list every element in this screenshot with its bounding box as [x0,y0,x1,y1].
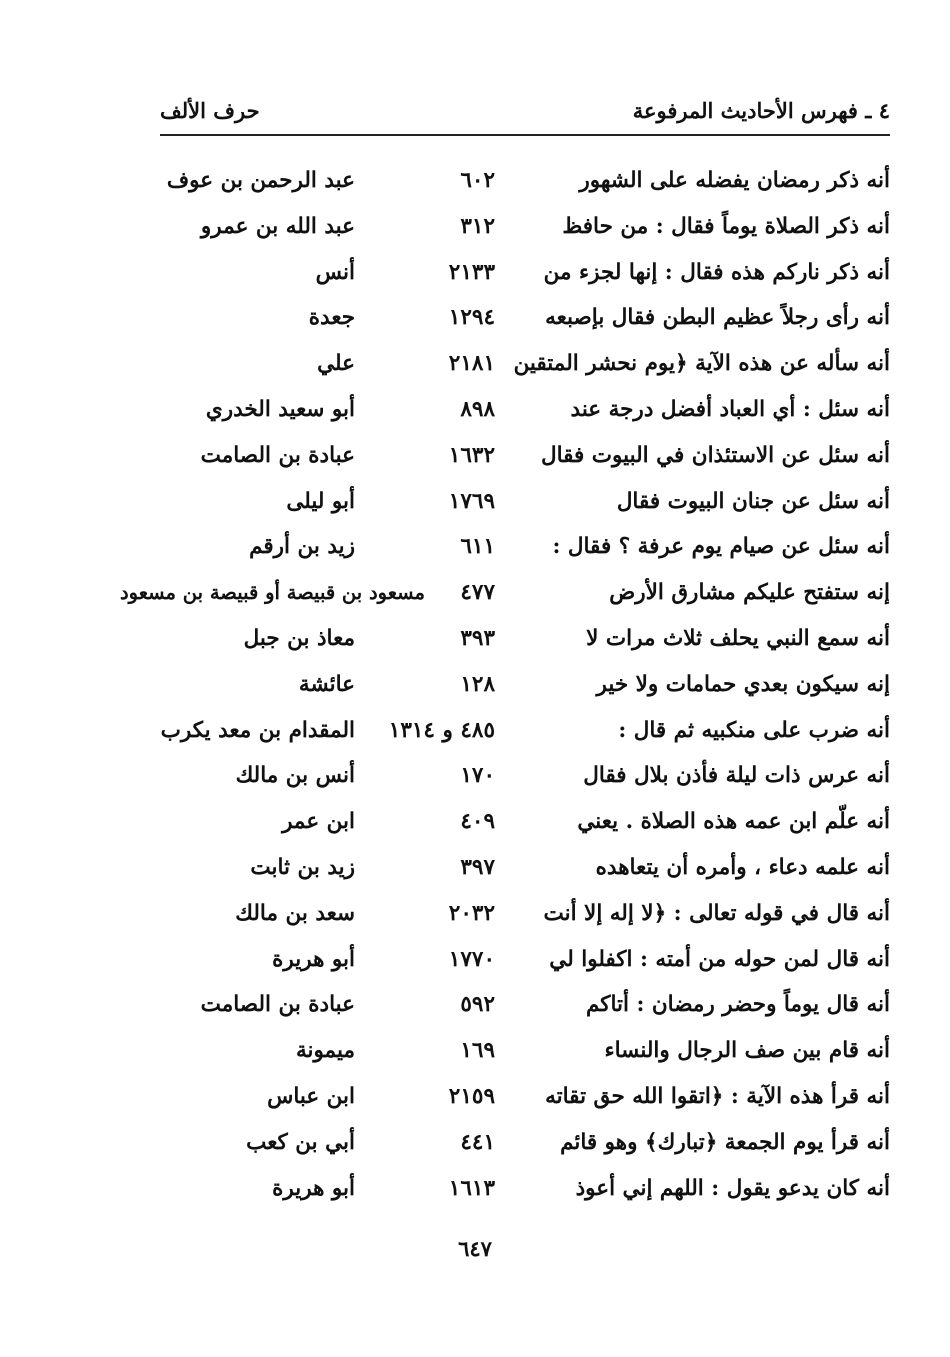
narrator-name: أنس [315,259,355,285]
hadith-number: ١٧٧٠ [448,946,495,972]
index-entry [150,524,890,570]
hadith-number: ٤٤١ [460,1129,495,1155]
letter-title: حرف الألف [160,98,260,123]
narrator-name: مسعود بن قبيصة أو قبيصة بن مسعود [119,581,425,605]
hadith-index-list [119,158,890,1211]
running-header [160,98,890,130]
narrator-name: أبو ليلى [286,488,355,514]
index-entry [150,1028,890,1074]
index-entry [150,295,890,341]
hadith-number: ٢١٨١ [448,351,495,377]
hadith-number: ٤٨٥ و ١٣١٤ [388,717,495,743]
narrator-name: عبادة بن الصامت [200,442,355,468]
narrator-name: أنس بن مالك [235,763,355,789]
hadith-text: أنه علّم ابن عمه هذه الصلاة . يعني [577,809,890,835]
index-entry [150,799,890,845]
narrator-name: ميمونة [295,1038,355,1064]
section-title: ٤ ـ فهرس الأحاديث المرفوعة [632,98,890,123]
hadith-number: ٦٠٢ [460,168,495,193]
hadith-text: أنه سئل عن جنان البيوت فقال [616,488,890,514]
narrator-name: عائشة [298,671,355,697]
hadith-text: أنه قال في قوله تعالى : ﴿لا إله إلا أنت [543,900,890,926]
index-entry [150,158,890,204]
hadith-number: ١٦٩ [460,1038,495,1064]
page-number: ٦٤٧ [458,1236,492,1261]
hadith-number: ١٧٠ [460,763,495,789]
index-entry [150,662,890,708]
index-entry [150,1074,890,1120]
hadith-text: أنه سأله عن هذه الآية ﴿يوم نحشر المتقين [513,351,890,377]
hadith-text: أنه قال يوماً وحضر رمضان : أتاكم [585,992,890,1018]
index-entry [150,341,890,387]
hadith-number: ١٦٣٢ [448,442,495,468]
index-entry [119,570,890,616]
hadith-text: أنه رأى رجلاً عظيم البطن فقال بإصبعه [545,305,890,331]
hadith-text: أنه قام بين صف الرجال والنساء [604,1038,890,1064]
narrator-name: علي [317,351,355,377]
hadith-number: ٣٩٧ [460,854,495,880]
index-entry [150,250,890,296]
narrator-name: زيد بن أرقم [249,534,355,560]
index-entry [150,891,890,937]
hadith-number: ٢١٣٣ [448,259,495,285]
index-entry [150,616,890,662]
narrator-name: أبو هريرة [272,1175,355,1201]
hadith-number: ٥٩٢ [460,992,495,1018]
hadith-number: ١٦١٣ [448,1175,495,1201]
narrator-name: معاذ بن جبل [243,625,355,651]
hadith-number: ٤٧٧ [460,580,495,606]
hadith-number: ٣١٢ [460,213,495,239]
hadith-number: ٢١٥٩ [448,1083,495,1109]
index-entry [150,1120,890,1166]
index-entry [150,204,890,250]
index-entry [150,387,890,433]
index-entry [150,845,890,891]
hadith-text: أنه سئل : أي العباد أفضل درجة عند [570,396,890,422]
hadith-text: أنه ضرب على منكبيه ثم قال : [618,717,890,743]
hadith-number: ١٢٩٤ [448,305,495,331]
hadith-text: أنه ذكر الصلاة يوماً فقال : من حافظ [562,213,890,239]
narrator-name: ابن عباس [267,1083,355,1109]
hadith-number: ٢٠٣٢ [448,900,495,926]
hadith-text: أنه قال لمن حوله من أمته : اكفلوا لي [549,946,890,972]
hadith-number: ٦١١ [460,534,495,560]
narrator-name: أبو سعيد الخدري [205,396,355,422]
narrator-name: عبد الله بن عمرو [200,213,355,239]
hadith-text: أنه ذكر رمضان يفضله على الشهور [579,168,890,193]
hadith-text: أنه كان يدعو يقول : اللهم إني أعوذ [575,1175,890,1201]
narrator-name: المقدام بن معد يكرب [160,717,355,743]
index-entry [150,937,890,983]
index-entry [150,433,890,479]
index-entry [150,708,890,754]
hadith-text: إنه ستفتح عليكم مشارق الأرض [609,580,890,606]
narrator-name: أبي بن كعب [246,1129,355,1155]
hadith-text: أنه سمع النبي يحلف ثلاث مرات لا [586,625,890,651]
index-entry [150,479,890,525]
hadith-text: أنه قرأ هذه الآية : ﴿اتقوا الله حق تقاته [545,1083,890,1109]
narrator-name: ابن عمر [282,809,355,835]
narrator-name: سعد بن مالك [235,900,355,926]
hadith-number: ١٢٨ [460,671,495,697]
hadith-text: أنه سئل عن الاستئذان في البيوت فقال [540,442,890,468]
hadith-number: ٤٠٩ [460,809,495,835]
index-entry [150,753,890,799]
narrator-name: عبد الرحمن بن عوف [166,168,355,193]
hadith-text: أنه قرأ يوم الجمعة ﴿تبارك﴾ وهو قائم [560,1129,890,1155]
hadith-number: ١٧٦٩ [448,488,495,514]
hadith-text: أنه سئل عن صيام يوم عرفة ؟ فقال : [552,534,890,560]
narrator-name: أبو هريرة [272,946,355,972]
narrator-name: جعدة [308,305,355,331]
index-entry [150,982,890,1028]
hadith-text: أنه ذكر ناركم هذه فقال : إنها لجزء من [543,259,890,285]
hadith-number: ٣٩٣ [460,625,495,651]
header-rule [160,134,890,136]
hadith-text: أنه علمه دعاء ، وأمره أن يتعاهده [595,854,890,880]
narrator-name: زيد بن ثابت [250,854,355,880]
hadith-text: إنه سيكون بعدي حمامات ولا خير [596,671,890,697]
index-entry [150,1166,890,1212]
narrator-name: عبادة بن الصامت [200,992,355,1018]
hadith-text: أنه عرس ذات ليلة فأذن بلال فقال [583,763,890,789]
hadith-number: ٨٩٨ [460,396,495,422]
